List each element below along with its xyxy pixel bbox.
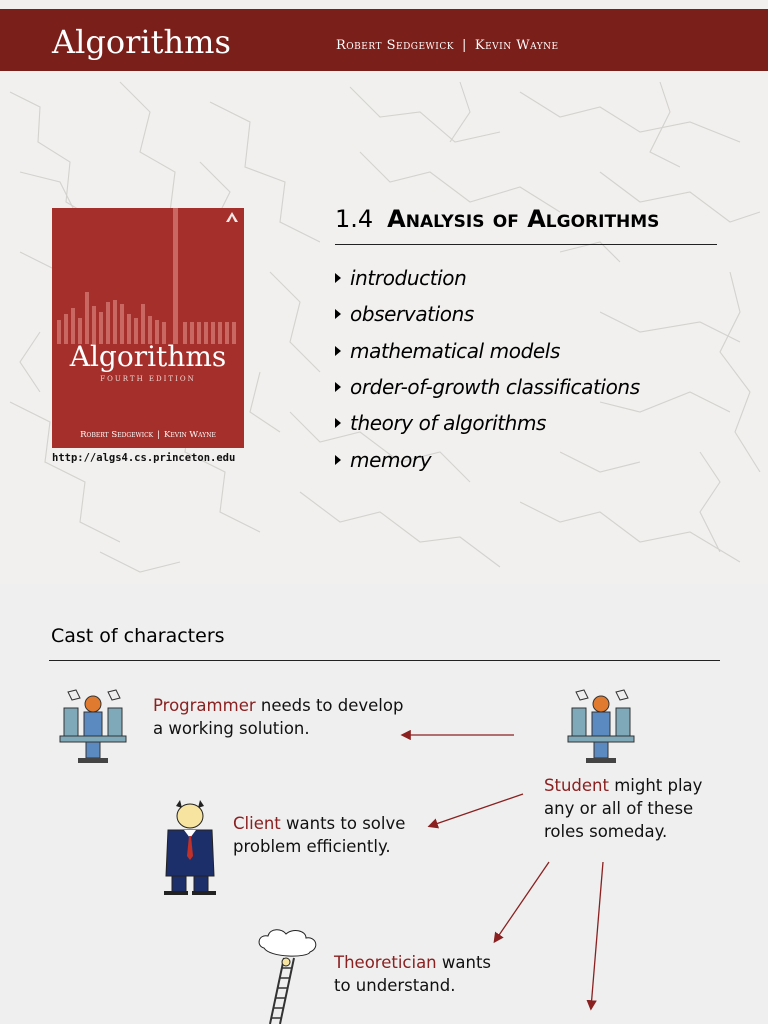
outline-item-label: introduction <box>350 266 467 291</box>
client-text-line-2: problem efficiently. <box>233 837 391 856</box>
book-url[interactable]: http://algs4.cs.princeton.edu <box>52 452 236 464</box>
book-cover <box>52 208 244 448</box>
client-text-line-1: wants to solve <box>280 814 406 833</box>
triangle-bullet-icon <box>335 346 341 356</box>
title-divider <box>335 244 717 245</box>
section-title <box>335 205 659 233</box>
publisher-logo-icon <box>226 212 238 222</box>
outline-item-label: observations <box>350 302 474 327</box>
programmer-text-line-2: a working solution. <box>153 719 310 738</box>
cast-slide <box>0 604 768 1024</box>
programmer-text-line-1: needs to develop <box>255 696 404 715</box>
book-title: Algorithms <box>69 340 227 373</box>
triangle-bullet-icon <box>335 418 341 428</box>
section-number: 1.4 <box>335 205 374 233</box>
student-role: Student <box>544 776 609 795</box>
outline-item-label: mathematical models <box>350 338 560 363</box>
outline-item[interactable] <box>335 369 640 405</box>
header-author-2: Kevin Wayne <box>474 38 559 53</box>
theoretician-role: Theoretician <box>334 953 437 972</box>
triangle-bullet-icon <box>335 273 341 283</box>
outline-item[interactable] <box>335 260 640 296</box>
book-edition: FOURTH EDITION <box>100 375 196 383</box>
student-text-line-1: might play <box>608 776 703 795</box>
arrow-to-theoretician <box>495 862 549 941</box>
outline-item-label: theory of algorithms <box>350 411 547 436</box>
outline-item[interactable] <box>335 296 640 332</box>
arrow-down <box>591 862 603 1008</box>
student-text-line-2: any or all of these <box>544 799 694 818</box>
student-text-line-3: roles someday. <box>544 822 668 841</box>
section-outline <box>335 260 640 478</box>
triangle-bullet-icon <box>335 309 341 319</box>
arrow-to-client <box>430 794 523 826</box>
header-authors <box>336 38 559 53</box>
book-author-2: Kevin Wayne <box>164 430 216 440</box>
cast-heading: Cast of characters <box>51 625 225 647</box>
header-banner <box>0 9 768 71</box>
outline-item-label: memory <box>350 447 432 472</box>
triangle-bullet-icon <box>335 455 341 465</box>
triangle-bullet-icon <box>335 382 341 392</box>
relationship-arrows <box>0 604 768 1024</box>
section-name: Analysis of Algorithms <box>387 205 660 233</box>
outline-item-label: order-of-growth classifications <box>350 375 640 400</box>
book-cover-bars <box>52 208 244 448</box>
outline-item[interactable] <box>335 405 640 441</box>
book-authors <box>52 430 244 440</box>
book-separator: | <box>157 430 161 440</box>
theoretician-text-line-2: to understand. <box>334 976 456 995</box>
header-author-1: Robert Sedgewick <box>336 38 454 53</box>
theoretician-text-line-1: wants <box>436 953 492 972</box>
header-title: Algorithms <box>52 23 231 61</box>
outline-item[interactable] <box>335 333 640 369</box>
outline-item[interactable] <box>335 441 640 477</box>
client-role: Client <box>233 814 281 833</box>
programmer-role: Programmer <box>153 696 256 715</box>
header-separator: | <box>461 38 467 53</box>
book-author-1: Robert Sedgewick <box>80 430 154 440</box>
